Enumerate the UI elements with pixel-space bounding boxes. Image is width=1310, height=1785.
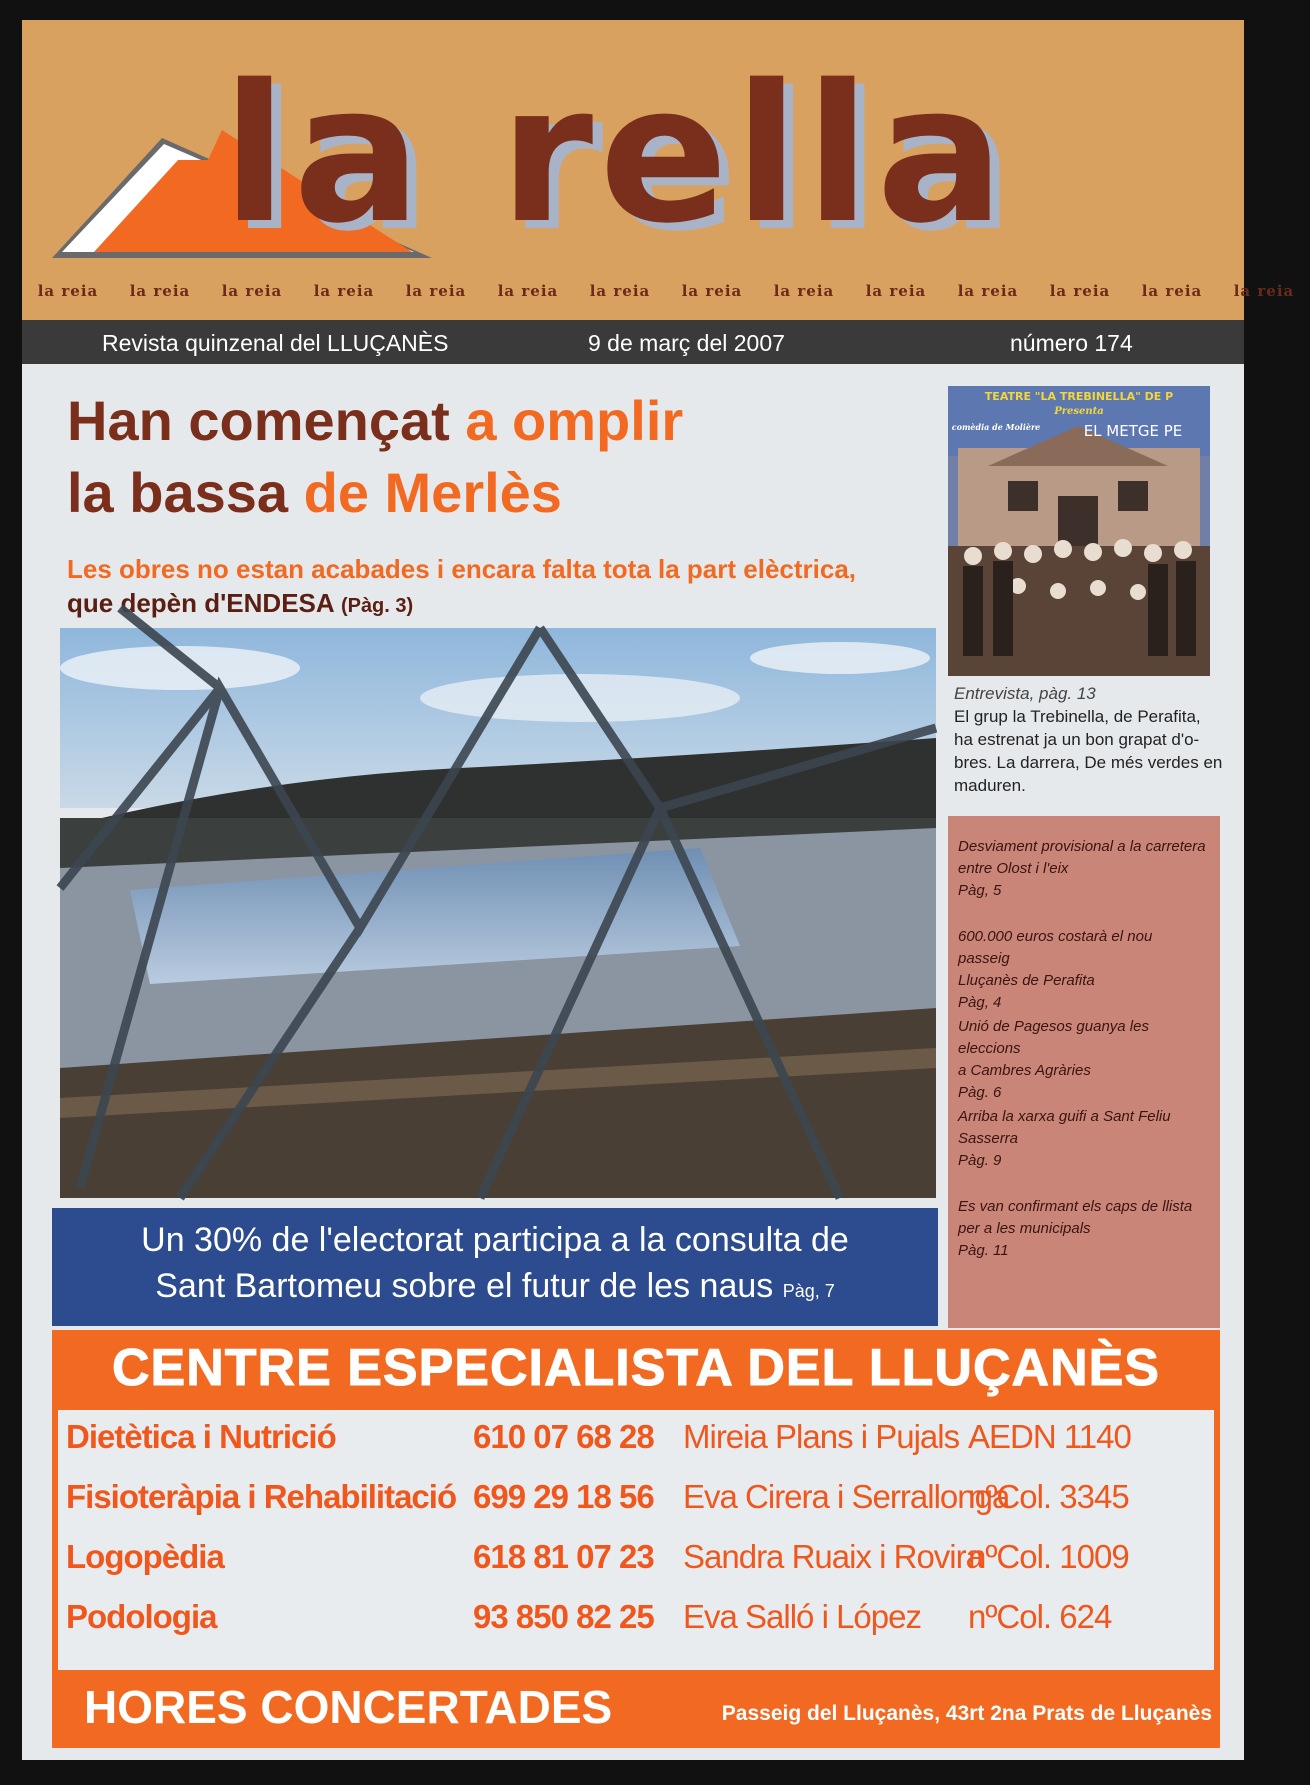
- brief-item[interactable]: [958, 1016, 1208, 1104]
- brief-item[interactable]: [958, 1196, 1208, 1262]
- ad-directory: [58, 1410, 1214, 1670]
- brief-line: 600.000 euros costarà el nou passeig: [958, 928, 1153, 967]
- ticker-item: la reia: [313, 282, 375, 300]
- caption-text: El grup la Trebinella, de Perafita, ha estrenat ja un bon grapat d'o-bres. La darrera, De més verdes en maduren.: [954, 707, 1223, 795]
- ad-registration: nºCol. 1009: [968, 1538, 1129, 1575]
- theatre-poster-photo: [948, 386, 1210, 676]
- ad-registration: AEDN 1140: [968, 1418, 1131, 1455]
- ad-name: Eva Cirera i Serrallonga: [683, 1478, 1010, 1515]
- ad-specialty: Podologia: [66, 1598, 217, 1635]
- ad-phone: 93 850 82 25: [473, 1598, 654, 1635]
- ticker-item: la reia: [589, 282, 651, 300]
- ad-specialty: Fisioteràpia i Rehabilitació: [66, 1478, 457, 1515]
- main-subheadline: [67, 552, 947, 623]
- poster-line-1: TEATRE "LA TREBINELLA" DE P: [984, 390, 1174, 403]
- headline-orange: de Merlès: [303, 461, 562, 524]
- banner-page-ref: Pàg, 7: [782, 1281, 835, 1301]
- headline-orange: a omplir: [465, 389, 684, 452]
- ad-name: Eva Salló i López: [683, 1598, 921, 1635]
- banner-line-2: Sant Bartomeu sobre el futur de les naus: [155, 1267, 774, 1305]
- info-bar: [22, 320, 1244, 364]
- election-banner[interactable]: [52, 1208, 938, 1326]
- newspaper-page: [22, 20, 1295, 1760]
- ticker-item: la reia: [37, 282, 99, 300]
- ticker-item: la reia: [129, 282, 191, 300]
- ad-row: [58, 1410, 1214, 1466]
- subhead-dark: que depèn d'ENDESA: [67, 588, 334, 618]
- ticker-item: la reia: [1049, 282, 1111, 300]
- ticker-item: la reia: [681, 282, 743, 300]
- caption-tag: Entrevista, pàg. 13: [954, 684, 1096, 703]
- brief-item[interactable]: [958, 1106, 1208, 1172]
- banner-line-1: Un 30% de l'electorat participa a la consulta de: [141, 1221, 849, 1259]
- brief-item[interactable]: [958, 836, 1208, 902]
- ad-name: Mireia Plans i Pujals: [683, 1418, 960, 1455]
- subhead-page-ref: (Pàg. 3): [340, 595, 414, 617]
- ticker-item: la reia: [773, 282, 835, 300]
- ad-row: [58, 1590, 1214, 1646]
- ticker-item: la reia: [1233, 282, 1295, 300]
- ad-row: [58, 1470, 1214, 1526]
- issue-date: 9 de març del 2007: [588, 330, 785, 356]
- ad-row: [58, 1530, 1214, 1586]
- ad-phone: 699 29 18 56: [473, 1478, 654, 1515]
- news-briefs-box: [948, 816, 1220, 1328]
- ticker-item: la reia: [957, 282, 1019, 300]
- reservoir-photo: [60, 628, 936, 1198]
- main-headline[interactable]: [67, 385, 683, 529]
- brief-page-ref: Pàg, 5: [958, 882, 1002, 899]
- masthead: [22, 20, 1295, 320]
- ad-phone: 618 81 07 23: [473, 1538, 654, 1575]
- ad-footer-address: Passeig del Lluçanès, 43rt 2na Prats de Lluçanès: [721, 1702, 1212, 1725]
- issue-number: número 174: [1010, 330, 1133, 356]
- poster-line-3: comèdia de Molière: [951, 422, 1041, 432]
- ad-specialty: Dietètica i Nutrició: [66, 1418, 336, 1455]
- headline-dark: la bassa: [67, 461, 304, 524]
- brief-line: Lluçanès de Perafita: [958, 972, 1095, 989]
- ad-footer: [52, 1676, 1220, 1740]
- brief-item[interactable]: [958, 926, 1208, 1014]
- poster-line-2: Presenta: [1054, 406, 1104, 417]
- publication-subtitle: Revista quinzenal del LLUÇANÈS: [102, 330, 449, 356]
- brief-line: Es van confirmant els caps de llista: [958, 1198, 1193, 1215]
- advertisement[interactable]: [52, 1330, 1220, 1748]
- brief-line: Sasserra: [958, 1130, 1019, 1147]
- brief-page-ref: Pàg. 11: [958, 1242, 1009, 1259]
- ad-registration: nºCol. 3345: [968, 1478, 1129, 1515]
- brief-page-ref: Pàg. 6: [958, 1084, 1002, 1101]
- ticker-item: la reia: [1141, 282, 1203, 300]
- subhead-orange: Les obres no estan acabades i encara falta tota la part elèctrica,: [67, 554, 857, 584]
- brief-line: per a les municipals: [958, 1220, 1091, 1237]
- headline-dark: Han començat: [67, 389, 466, 452]
- logo-ticker: [22, 282, 1295, 306]
- ticker-item: la reia: [221, 282, 283, 300]
- ticker-item: la reia: [865, 282, 927, 300]
- ad-footer-title: HORES CONCERTADES: [84, 1681, 613, 1733]
- brief-page-ref: Pàg. 9: [958, 1152, 1002, 1169]
- ad-specialty: Logopèdia: [66, 1538, 224, 1575]
- brief-page-ref: Pàg, 4: [958, 994, 1002, 1011]
- brief-line: entre Olost i l'eix: [958, 860, 1069, 877]
- brief-line: Unió de Pagesos guanya les eleccions: [958, 1018, 1149, 1057]
- ad-phone: 610 07 68 28: [473, 1418, 654, 1455]
- interview-caption[interactable]: [954, 682, 1224, 797]
- ad-title: CENTRE ESPECIALISTA DEL LLUÇANÈS: [111, 1339, 1160, 1397]
- poster-line-4: EL METGE PE: [1083, 422, 1183, 440]
- ticker-item: la reia: [497, 282, 559, 300]
- brief-line: a Cambres Agràries: [958, 1062, 1091, 1079]
- ad-registration: nºCol. 624: [968, 1598, 1112, 1635]
- logo-wordmark: la rella: [222, 44, 1011, 265]
- brief-line: Arriba la xarxa guifi a Sant Feliu: [958, 1108, 1171, 1125]
- ticker-item: la reia: [405, 282, 467, 300]
- ad-name: Sandra Ruaix i Rovira: [683, 1538, 983, 1575]
- brief-line: Desviament provisional a la carretera: [958, 838, 1206, 855]
